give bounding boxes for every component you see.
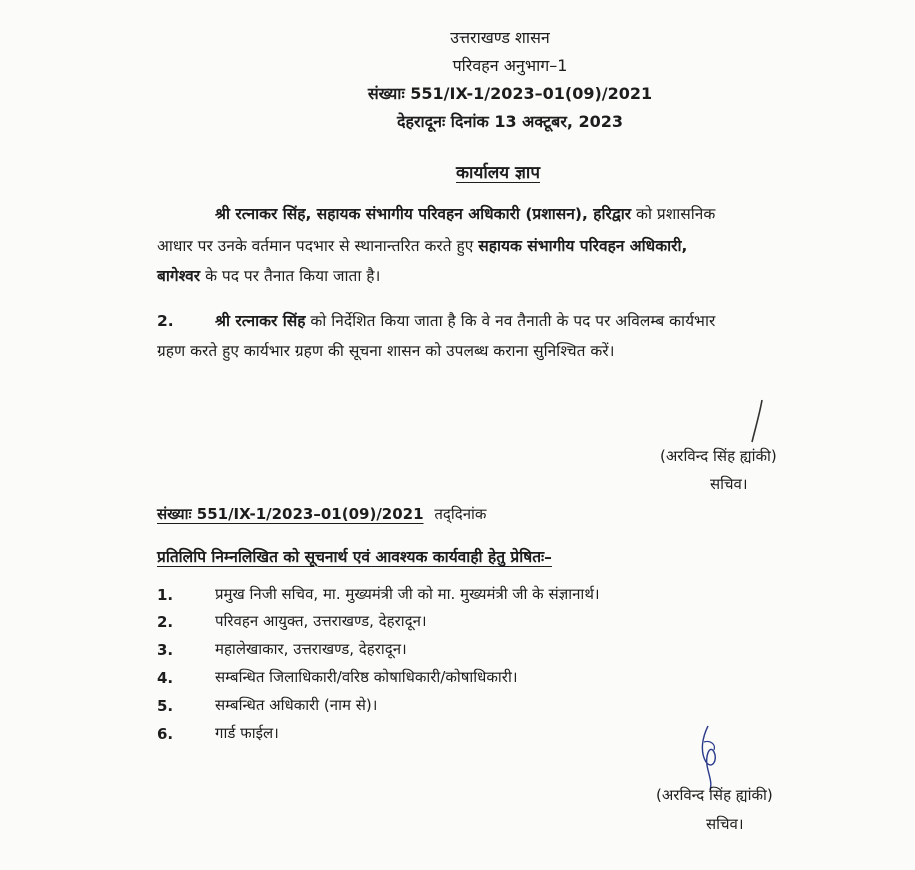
paragraph-1-text: आधार पर उनके वर्तमान पदभार से स्थानान्तरित करते हुए [157,237,474,255]
list-item-text: परिवहन आयुक्त, उत्तराखण्ड, देहरादून। [215,612,427,630]
paragraph-2-line-1 [157,307,715,335]
paragraph-1-line-1 [157,200,715,228]
list-item-number: 3. [157,641,174,659]
signature-stroke-2 [690,722,730,792]
header-section: परिवहन अनुभाग–1 [452,56,568,75]
list-item-text: सम्बन्धित अधिकारी (नाम से)। [215,696,378,714]
new-post-bold: सहायक संभागीय परिवहन अधिकारी, [478,237,688,255]
list-item-number: 1. [157,586,174,604]
signature-1-name: (अरविन्द सिंह ह्यांकी) [660,447,777,465]
header-reference-number: संख्याः 551/IX-1/2023–01(09)/2021 [367,84,653,103]
list-item-text: गार्ड फाईल। [215,724,279,742]
paragraph-1-line-3 [157,262,380,290]
list-item-number: 5. [157,697,174,715]
paragraph-2-number: 2. [157,312,174,330]
copy-reference [157,504,486,524]
paragraph-1-text: के पद पर तैनात किया जाता है। [205,267,381,285]
header-date: देहरादूनः दिनांक 13 अक्टूबर, 2023 [396,112,624,131]
list-item-number: 6. [157,725,174,743]
officer-name-bold: श्री रत्नाकर सिंह, सहायक संभागीय परिवहन अधिकारी (प्रशासन), हरिद्वार [215,205,632,223]
copy-intro: प्रतिलिपि निम्नलिखित को सूचनार्थ एवं आवश्यक कार्यवाही हेतु प्रेषितः– [157,548,552,566]
list-item-number: 4. [157,669,174,687]
paragraph-1-text: को प्रशासनिक [636,205,716,223]
paragraph-2-line-2: ग्रहण करते हुए कार्यभार ग्रहण की सूचना शासन को उपलब्ध कराना सुनिश्चित करें। [157,342,615,360]
copy-reference-number: संख्याः 551/IX-1/2023–01(09)/2021 [157,505,424,523]
signature-2-name: (अरविन्द सिंह ह्यांकी) [656,786,773,804]
copy-reference-suffix: तद्‌दिनांक [434,505,487,523]
signature-1-designation: सचिव। [710,475,748,493]
header-department: उत्तराखण्ड शासन [450,28,550,47]
signature-stroke-1 [740,398,770,448]
new-post-location-bold: बागेश्वर [157,267,201,285]
paragraph-1-line-2 [157,232,687,260]
signature-2-designation: सचिव। [706,815,744,833]
list-item-text: महालेखाकार, उत्तराखण्ड, देहरादून। [215,640,407,658]
list-item-text: प्रमुख निजी सचिव, मा. मुख्यमंत्री जी को मा. मुख्यमंत्री जी के संज्ञानार्थ। [215,585,600,603]
list-item-number: 2. [157,613,174,631]
list-item-text: सम्बन्धित जिलाधिकारी/वरिष्ठ कोषाधिकारी/कोषाधिकारी। [215,668,518,686]
paragraph-2-text: को निर्देशित किया जाता है कि वे नव तैनाती के पद पर अविलम्ब कार्यभार [310,312,716,330]
document-title: कार्यालय ज्ञाप [456,163,540,183]
officer-name-bold: श्री रत्नाकर सिंह [215,312,306,330]
